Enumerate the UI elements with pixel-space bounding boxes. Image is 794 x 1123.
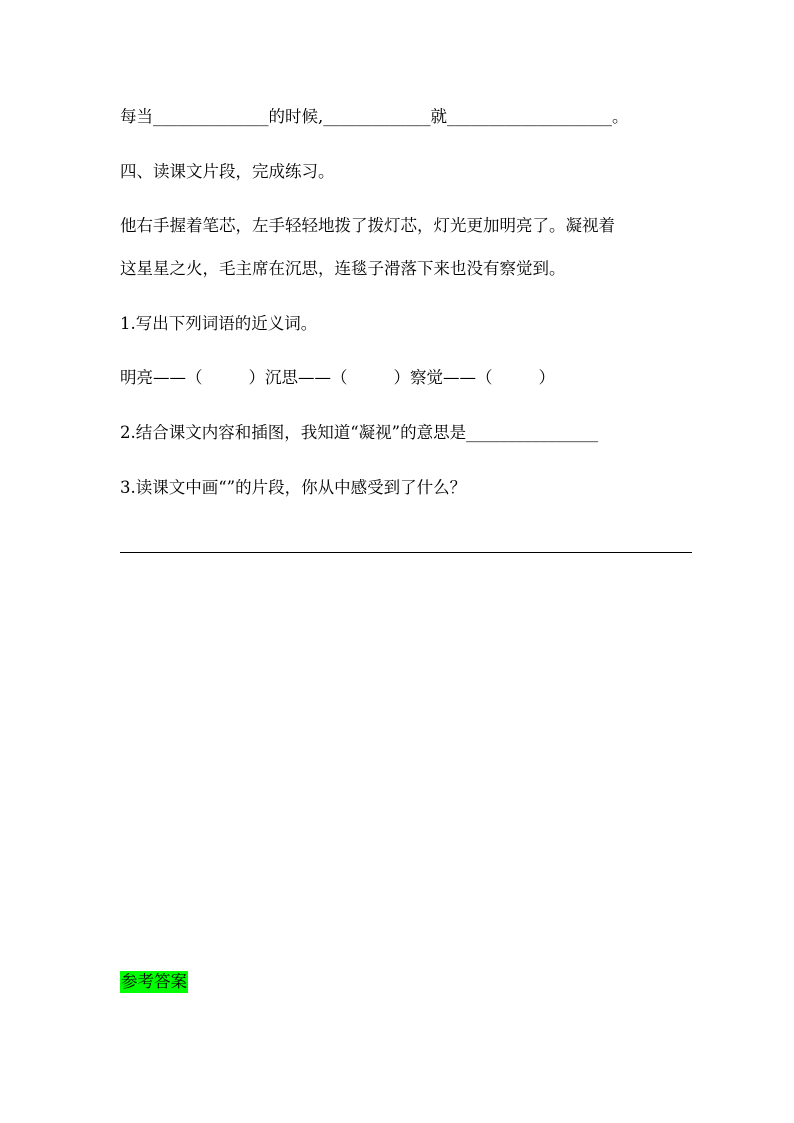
reference-answer-label: 参考答案 (121, 972, 187, 991)
section-heading: 四、读课文片段，完成练习。 (120, 162, 335, 181)
synonym-close-1: ） (248, 368, 265, 387)
question-3: 3.读课文中画“”的片段，你从中感受到了什么？ (120, 478, 467, 497)
blank-2[interactable]: _____________ (323, 107, 431, 126)
answer-line[interactable] (120, 536, 692, 553)
question-2-blank[interactable]: ________________ (466, 423, 599, 442)
synonym-row (120, 367, 555, 389)
fill-in-sentence (120, 106, 629, 128)
passage-line-1: 他右手握着笔芯，左手轻轻地拨了拨灯芯，灯光更加明亮了。凝视着 (120, 216, 615, 235)
answer-rule[interactable] (120, 536, 692, 553)
sentence-part-2: 的时候, (268, 107, 324, 126)
synonym-close-3: ） (538, 368, 555, 387)
sentence-part-3: 就 (430, 107, 447, 126)
sentence-end: 。 (612, 107, 629, 126)
question-2-text: 2.结合课文内容和插图，我知道“凝视”的意思是 (120, 423, 467, 442)
blank-1[interactable]: ______________ (153, 107, 269, 126)
question-1: 1.写出下列词语的近义词。 (120, 314, 318, 333)
synonym-word-2: 沉思——（ (265, 368, 348, 387)
synonym-close-2: ） (393, 368, 410, 387)
synonym-word-1: 明亮——（ (120, 368, 203, 387)
synonym-word-3: 察觉——（ (410, 368, 493, 387)
question-2 (120, 422, 598, 444)
sentence-part-1: 每当 (120, 107, 153, 126)
passage-line-2: 这星星之火，毛主席在沉思，连毯子滑落下来也没有察觉到。 (120, 259, 566, 278)
blank-3[interactable]: ____________________ (447, 107, 612, 126)
